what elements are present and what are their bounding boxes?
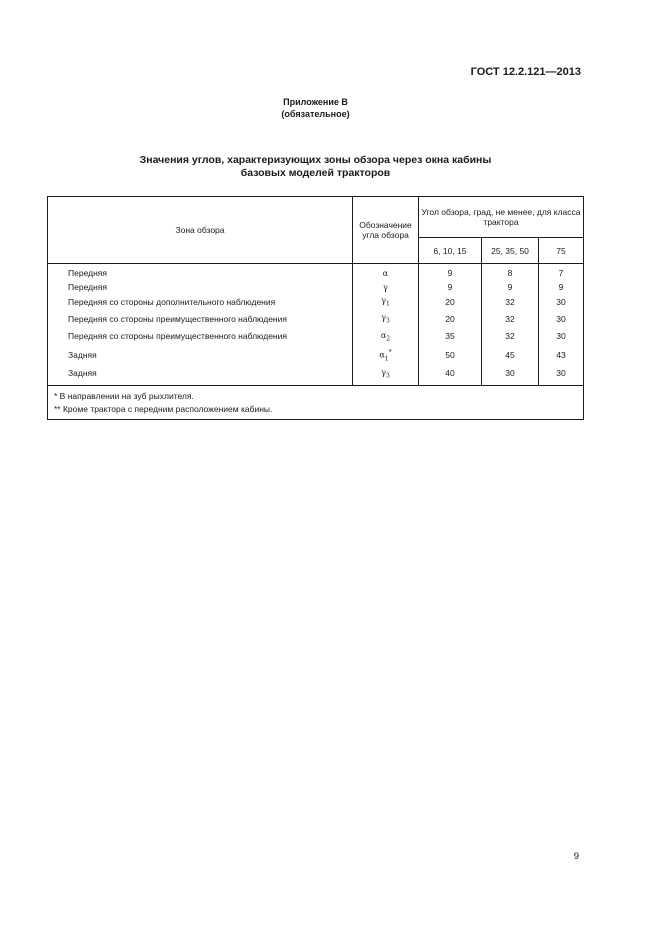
angle-symbol: γ [381, 313, 386, 323]
zone-cell: Задняя [48, 366, 353, 386]
angle-value-cell: 9 [419, 281, 482, 295]
angle-value-cell: 30 [539, 366, 584, 386]
angle-symbol-cell [353, 329, 419, 346]
angle-value-cell: 32 [482, 294, 539, 311]
angle-value-cell: 9 [419, 264, 482, 281]
angle-symbol: α [380, 330, 387, 340]
footnotes [48, 385, 584, 419]
footnote-2: ** Кроме трактора с передним расположением кабины. [54, 403, 273, 414]
header-angle-group: Угол обзора, град, не менее, для класса трактора [419, 197, 584, 238]
appendix-status: (обязательное) [281, 109, 350, 119]
table-row [48, 281, 584, 295]
table-title-line-1: Значения углов, характеризующих зоны обзора через окна кабины [139, 154, 492, 166]
angle-symbol-cell [353, 264, 419, 281]
zone-cell: Передняя со стороны преимущественного наблюдения [48, 311, 353, 328]
table-row [48, 346, 584, 366]
angle-symbol: γ [381, 296, 386, 306]
angle-value-cell: 50 [419, 346, 482, 366]
angle-value-cell: 7 [539, 264, 584, 281]
header-zone: Зона обзора [48, 197, 353, 264]
table-row [48, 294, 584, 311]
zone-cell: Передняя со стороны преимущественного наблюдения [48, 329, 353, 346]
angle-subscript: 3 [385, 372, 390, 380]
document-code: ГОСТ 12.2.121—2013 [470, 66, 581, 78]
angle-symbol: α [382, 269, 389, 278]
angle-symbol-cell [353, 346, 419, 366]
angle-subscript: 1 [385, 300, 390, 308]
table-row [48, 329, 584, 346]
angle-symbol-cell [353, 366, 419, 386]
angle-value-cell: 9 [482, 281, 539, 295]
angle-symbol: α [379, 350, 385, 360]
angle-value-cell: 30 [482, 366, 539, 386]
angle-value-cell: 32 [482, 311, 539, 328]
table-row [48, 311, 584, 328]
footnote-marker: * [388, 348, 392, 356]
angle-symbol-cell [353, 311, 419, 328]
angle-symbol: γ [381, 367, 386, 377]
angle-symbol-cell [353, 281, 419, 295]
angle-value-cell: 45 [482, 346, 539, 366]
zone-cell: Передняя [48, 281, 353, 295]
header-class-2: 25, 35, 50 [482, 238, 539, 264]
angle-value-cell: 30 [539, 329, 584, 346]
appendix-heading [0, 96, 631, 120]
table-title-line-2: базовых моделей тракторов [240, 167, 391, 179]
angle-value-cell: 8 [482, 264, 539, 281]
angle-value-cell: 9 [539, 281, 584, 295]
viewing-angles-table [47, 196, 584, 420]
angle-value-cell: 20 [419, 311, 482, 328]
angle-subscript: 2 [386, 335, 391, 343]
table-row [48, 366, 584, 386]
angle-value-cell: 20 [419, 294, 482, 311]
angle-symbol-cell [353, 294, 419, 311]
angle-value-cell: 43 [539, 346, 584, 366]
angle-value-cell: 40 [419, 366, 482, 386]
table-title [0, 154, 631, 180]
header-designation: Обозначение угла обзора [353, 197, 419, 264]
angle-value-cell: 30 [539, 294, 584, 311]
zone-cell: Задняя [48, 346, 353, 366]
page-number: 9 [573, 851, 579, 862]
angle-subscript: 3 [385, 317, 390, 325]
angle-value-cell: 35 [419, 329, 482, 346]
zone-cell: Передняя со стороны дополнительного наблюдения [48, 294, 353, 311]
table-body [48, 264, 584, 386]
table-row [48, 264, 584, 281]
footnote-1: * В направлении на зуб рыхлителя. [54, 390, 194, 401]
zone-cell: Передняя [48, 264, 353, 281]
angle-subscript: 1 [384, 355, 389, 362]
angle-symbol: γ [383, 282, 388, 292]
angle-value-cell: 30 [539, 311, 584, 328]
header-class-1: 6, 10, 15 [419, 238, 482, 264]
appendix-label: Приложение В [283, 97, 348, 107]
angle-value-cell: 32 [482, 329, 539, 346]
header-class-3: 75 [539, 238, 584, 264]
